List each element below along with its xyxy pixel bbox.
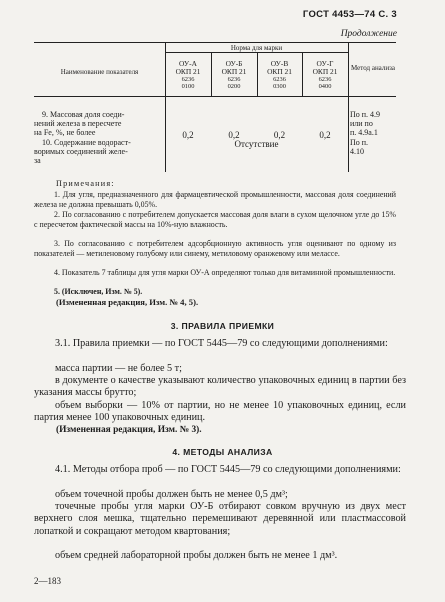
section-4-paragraph-4: объем средней лабораторной пробы должен быть не менее 1 дм³.	[55, 550, 338, 561]
section-4-paragraph-3: точечные пробы угля марки ОУ-Б отбирают совком вручную из двух мест верхнего слоя мешка, тщательно перемешивают деревянной или пластмассовой лопаткой и сокращают методом квартования;	[34, 501, 406, 537]
notes-amendment: (Измененная редакция, Изм. № 4, 5).	[56, 297, 199, 307]
note-1: 1. Для угля, предназначенного для фармацевтической промышленности, массовая доля соединений железа не должна превышать 0,05%.	[34, 190, 396, 209]
document-page: ГОСТ 4453—74 С. 3 Продолжение Норма для марки Наименование показателя Метод анализа ОУ-А ОКП 21 6236 0100 ОУ-Б ОКП 21 6236 0200 ОУ-В ОКП 21 6236 0300 ОУ-Г ОКП 21 6236 0400 9. Массовая доля соеди- нений железа в пересчете на Fe, %, не более 0,2 0,2 0,2 0,2 10. Содержание водораст- воримых соединений желе- за Отсутствие По п. 4.9 или по п. 4.9а.1 По п. 4.10 Примечания: 1. Для угля, предназначенного для фармацевтической промышленности, массовая доля соединений железа не должна превышать 0,05%. 2. По согласованию с потребителем допускается массовая доля влаги в сухом щелочном угле до 15% с пересчетом фактической массы на 10%-ную влажность. 3. По согласованию с потребителем адсорбционную активность угля оценивают по одному из показателей — метиленовому голубому или синему, метиловому оранжевому или мелассе. 4. Показатель 7 таблицы для угля марки ОУ-А определяют только для витаминной промышленности. 5. (Исключен, Изм. № 5). (Измененная редакция, Изм. № 4, 5). 3. ПРАВИЛА ПРИЕМКИ 3.1. Правила приемки — по ГОСТ 5445—79 со следующими дополнениями: масса партии — не более 5 т; в документе о качестве указывают количество упаковочных единиц в партии без указания массы брутто; объем выборки — 10% от партии, но не менее 10 упаковочных единиц, если партия менее 100 упаковочных единиц. (Измененная редакция, Изм. № 3). 4. МЕТОДЫ АНАЛИЗА 4.1. Методы отбора проб — по ГОСТ 5445—79 со следующими дополнениями: объем точечной пробы должен быть не менее 0,5 дм³; точечные пробы угля марки ОУ-Б отбирают совком вручную из двух мест верхнего слоя мешка, тщательно перемешивают деревянной или пластмассовой лопаткой и сокращают методом квартования; объем средней лабораторной пробы должен быть не менее 1 дм³. 2—183	[0, 0, 445, 602]
table-header-norm: Норма для марки	[230, 44, 283, 52]
page-footer-ref: 2—183	[34, 576, 61, 586]
section-3-paragraph-3: в документе о качестве указывают количество упаковочных единиц в партии без указания массы брутто;	[34, 375, 406, 399]
section-3-paragraph-4: объем выборки — 10% от партии, но не менее 10 упаковочных единиц, если партия менее 100 упаковочных единиц.	[34, 400, 406, 424]
table-header-method: Метод анализа	[351, 64, 395, 72]
section-4-title: 4. МЕТОДЫ АНАЛИЗА	[172, 447, 273, 457]
section-3-title: 3. ПРАВИЛА ПРИЕМКИ	[170, 321, 275, 331]
note-5: 5. (Исключен, Изм. № 5).	[54, 287, 143, 296]
section-4-paragraph-1: 4.1. Методы отбора проб — по ГОСТ 5445—79 со следующими дополнениями:	[55, 464, 401, 475]
section-3-paragraph-1: 3.1. Правила приемки — по ГОСТ 5445—79 со следующими дополнениями:	[55, 338, 388, 349]
note-4: 4. Показатель 7 таблицы для угля марки ОУ-А определяют только для витаминной промышленности.	[54, 268, 396, 277]
section-3-paragraph-2: масса партии — не более 5 т;	[55, 363, 182, 374]
section-3-amendment: (Измененная редакция, Изм. № 3).	[56, 425, 202, 435]
note-2: 2. По согласованию с потребителем допускается массовая доля влаги в сухом щелочном угле до 15% с пересчетом фактической массы на 10%-ную влажность.	[34, 210, 396, 229]
page-header-gost-code: ГОСТ 4453—74 С. 3	[302, 9, 397, 20]
table-continuation-label: Продолжение	[340, 29, 397, 39]
notes-title: Примечания:	[56, 179, 115, 188]
table-header-indicator: Наименование показателя	[60, 68, 139, 76]
section-4-paragraph-2: объем точечной пробы должен быть не менее 0,5 дм³;	[55, 489, 288, 500]
note-3: 3. По согласованию с потребителем адсорбционную активность угля оценивают по одному из показателей — метиленовому голубому или синему, метиловому оранжевому или мелассе.	[34, 239, 396, 258]
